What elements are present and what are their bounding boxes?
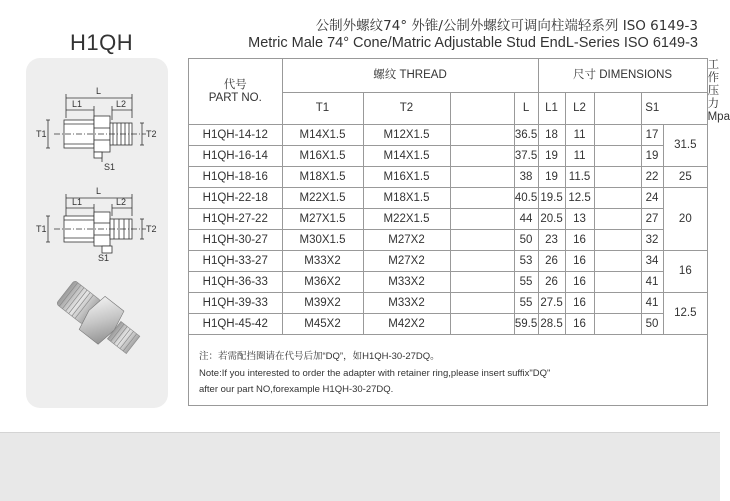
s1-cell: 41 (641, 272, 663, 293)
title-english: Metric Male 74° Cone/Matric Adjustable Stud EndL-Series ISO 6149-3 (248, 35, 698, 51)
svg-text:L2: L2 (116, 99, 127, 109)
s1-cell: 17 (641, 125, 663, 146)
pressure-cell: 31.5 (663, 125, 707, 167)
l1-cell: 26 (538, 251, 565, 272)
t1-cell: M14X1.5 (282, 125, 363, 146)
l-cell: 59.5 (514, 314, 538, 335)
title-chinese: 公制外螺纹74° 外锥/公制外螺纹可调向柱端轻系列 ISO 6149-3 (315, 18, 698, 34)
table-row (189, 167, 707, 188)
part-cell: H1QH-18-16 (189, 167, 282, 188)
t2-cell: M27X2 (363, 230, 450, 251)
pressure-cell: 12.5 (663, 293, 707, 335)
l2-cell: 16 (565, 230, 594, 251)
t2-cell: M18X1.5 (363, 188, 450, 209)
dimensions-header: 尺寸 DIMENSIONS (538, 59, 707, 92)
blank-cell (450, 125, 514, 146)
part-cell: H1QH-22-18 (189, 188, 282, 209)
t1-cell: M18X1.5 (282, 167, 363, 188)
svg-text:S1: S1 (98, 253, 110, 263)
s1-cell: 22 (641, 167, 663, 188)
t1-cell: M22X1.5 (282, 188, 363, 209)
table-row (189, 272, 707, 293)
blank-cell (594, 251, 641, 272)
s1-header: S1 (641, 92, 663, 124)
table-row (189, 230, 707, 251)
blank-cell (594, 293, 641, 314)
l2-cell: 16 (565, 272, 594, 293)
s1-cell: 50 (641, 314, 663, 335)
footer-band (0, 432, 720, 501)
note-english-line1: Note:If you interested to order the adapter with retainer ring,please insert suffix"DQ" (199, 367, 551, 379)
l-header: L (514, 92, 538, 124)
t2-cell: M14X1.5 (363, 146, 450, 167)
part-cell: H1QH-14-12 (189, 125, 282, 146)
l1-cell: 20.5 (538, 209, 565, 230)
l-cell: 53 (514, 251, 538, 272)
t2-cell: M22X1.5 (363, 209, 450, 230)
l2-cell: 11.5 (565, 167, 594, 188)
t1-cell: M39X2 (282, 293, 363, 314)
l1-cell: 23 (538, 230, 565, 251)
svg-text:T2: T2 (146, 129, 157, 139)
t1-header: T1 (282, 92, 363, 124)
blank-cell (450, 272, 514, 293)
blank-cell (594, 230, 641, 251)
blank-cell (594, 209, 641, 230)
l1-cell: 26 (538, 272, 565, 293)
l2-cell: 11 (565, 146, 594, 167)
part-no-header: 代号 PART NO. (189, 59, 282, 125)
blank-cell (594, 167, 641, 188)
blank-cell (594, 314, 641, 335)
blank-cell (594, 188, 641, 209)
part-cell: H1QH-39-33 (189, 293, 282, 314)
part-cell: H1QH-16-14 (189, 146, 282, 167)
part-cell: H1QH-36-33 (189, 272, 282, 293)
pressure-cell: 16 (663, 251, 707, 293)
s1-cell: 41 (641, 293, 663, 314)
l-cell: 36.5 (514, 125, 538, 146)
part-cell: H1QH-33-27 (189, 251, 282, 272)
blank-cell (450, 209, 514, 230)
s1-cell: 19 (641, 146, 663, 167)
l-cell: 55 (514, 293, 538, 314)
table-row (189, 209, 707, 230)
blank-cell (450, 188, 514, 209)
t1-cell: M45X2 (282, 314, 363, 335)
l-cell: 44 (514, 209, 538, 230)
l1-cell: 19.5 (538, 188, 565, 209)
t1-cell: M16X1.5 (282, 146, 363, 167)
t2-cell: M33X2 (363, 272, 450, 293)
t2-cell: M33X2 (363, 293, 450, 314)
blank-cell (450, 251, 514, 272)
t2-cell: M42X2 (363, 314, 450, 335)
table-row (189, 125, 707, 146)
blank-cell (450, 314, 514, 335)
svg-text:T1: T1 (36, 224, 47, 234)
blank-cell (450, 230, 514, 251)
l2-cell: 13 (565, 209, 594, 230)
product-photo (38, 268, 156, 368)
t1-cell: M27X1.5 (282, 209, 363, 230)
table-row (189, 314, 707, 335)
l-cell: 50 (514, 230, 538, 251)
spec-table: 代号 PART NO. 螺纹 THREAD 尺寸 DIMENSIONS 工作压力 Mpa T1 T2 L L1 L2 S1 H1QH-14-12 M14X1.5 M12X1.5 36.5 18 11 17 31.5 H1QH-16-14 M16X1.5 M14X1.5 37.5 19 11 19 H1QH-18-16 M18X1.5 M16X1.5 38 19 11.5 22 25 H1QH-22-18 M22X1.5 M18X1.5 40.5 19.5 12.5 24 20 H1QH-27-22 M27X1.5 M22X1.5 44 20.5 13 27 H1QH-30-27 M30X1.5 M27X2 50 23 16 32 H1QH-33-27 M33X2 M27X2 53 26 16 34 16 H1QH-36-33 M36X2 M33X2 55 26 16 41 H1QH-39-33 M39X2 M33X2 55 27.5 16 41 12.5 H1QH-45-42 M45X2 M42X2 59.5 28.5 16 50 (189, 59, 707, 335)
l1-cell: 27.5 (538, 293, 565, 314)
svg-text:T1: T1 (36, 129, 47, 139)
blank-cell (450, 92, 514, 124)
l2-cell: 16 (565, 251, 594, 272)
t2-header: T2 (363, 92, 450, 124)
blank-cell (594, 146, 641, 167)
l2-cell: 11 (565, 125, 594, 146)
l2-cell: 16 (565, 314, 594, 335)
l-cell: 38 (514, 167, 538, 188)
svg-text:L: L (96, 86, 102, 96)
s1-cell: 32 (641, 230, 663, 251)
t2-cell: M16X1.5 (363, 167, 450, 188)
order-notes (199, 349, 550, 399)
t2-cell: M12X1.5 (363, 125, 450, 146)
technical-drawing-mid (34, 186, 164, 268)
svg-text:L2: L2 (116, 197, 127, 207)
blank-cell (594, 92, 641, 124)
s1-cell: 34 (641, 251, 663, 272)
l1-cell: 28.5 (538, 314, 565, 335)
l1-cell: 19 (538, 146, 565, 167)
part-cell: H1QH-30-27 (189, 230, 282, 251)
t2-cell: M27X2 (363, 251, 450, 272)
blank-cell (450, 167, 514, 188)
t1-cell: M36X2 (282, 272, 363, 293)
note-english-line2: after our part NO,forexample H1QH-30-27DQ. (199, 384, 394, 395)
l2-header: L2 (565, 92, 594, 124)
l2-cell: 12.5 (565, 188, 594, 209)
l-cell: 37.5 (514, 146, 538, 167)
blank-cell (594, 125, 641, 146)
l2-cell: 16 (565, 293, 594, 314)
product-code: H1QH (70, 30, 134, 55)
table-row (189, 251, 707, 272)
table-row (189, 293, 707, 314)
part-cell: H1QH-45-42 (189, 314, 282, 335)
t1-cell: M30X1.5 (282, 230, 363, 251)
t1-cell: M33X2 (282, 251, 363, 272)
pressure-cell: 25 (663, 167, 707, 188)
thread-header: 螺纹 THREAD (282, 59, 538, 92)
l-cell: 40.5 (514, 188, 538, 209)
spec-table-frame (188, 58, 730, 406)
s1-cell: 27 (641, 209, 663, 230)
svg-text:L: L (96, 186, 102, 196)
part-cell: H1QH-27-22 (189, 209, 282, 230)
blank-cell (450, 146, 514, 167)
l-cell: 55 (514, 272, 538, 293)
svg-text:T2: T2 (146, 224, 157, 234)
l1-header: L1 (538, 92, 565, 124)
pressure-cell: 20 (663, 188, 707, 251)
l1-cell: 18 (538, 125, 565, 146)
blank-cell (450, 293, 514, 314)
s1-cell: 24 (641, 188, 663, 209)
svg-text:L1: L1 (72, 99, 83, 109)
note-chinese: 注：若需配挡圈请在代号后加“DQ”，如H1QH-30-27DQ。 (199, 351, 440, 362)
table-row (189, 188, 707, 209)
technical-drawing-top (34, 84, 164, 182)
svg-text:L1: L1 (72, 197, 83, 207)
blank-cell (594, 272, 641, 293)
svg-text:S1: S1 (104, 162, 116, 172)
table-row (189, 146, 707, 167)
l1-cell: 19 (538, 167, 565, 188)
